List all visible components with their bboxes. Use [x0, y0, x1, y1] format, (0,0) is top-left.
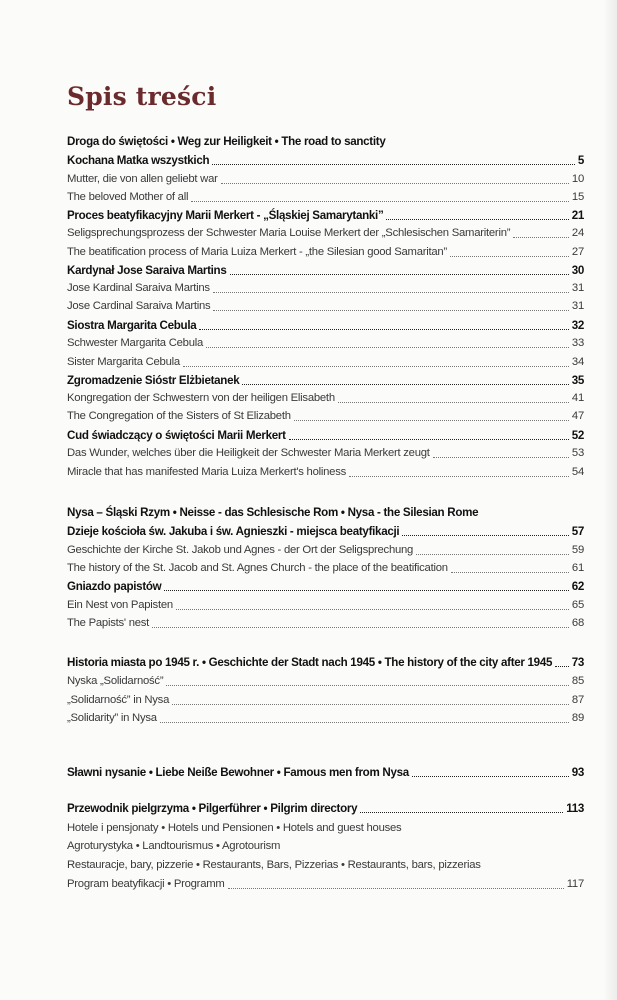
toc-entry[interactable]	[67, 614, 584, 633]
dot-leader	[349, 475, 569, 477]
dot-leader	[213, 309, 568, 311]
page-edge-shadow	[603, 0, 617, 1000]
toc-entry-label: Agroturystyka • Landtourismus • Agrotourism	[67, 840, 281, 852]
toc-page-number: 41	[571, 392, 584, 404]
dot-leader	[172, 703, 569, 705]
toc-entry[interactable]	[67, 261, 584, 280]
toc-entry[interactable]	[67, 188, 584, 207]
dot-leader	[416, 553, 569, 555]
toc-page-number: 73	[571, 656, 584, 669]
toc-entry-label: Jose Cardinal Saraiva Martins	[67, 300, 211, 312]
toc-entry-label: The beloved Mother of all	[67, 191, 189, 203]
toc-entry[interactable]	[67, 709, 584, 728]
toc-entry-label: „Solidarity” in Nysa	[67, 712, 157, 724]
dot-leader	[183, 365, 569, 367]
toc-entry[interactable]	[67, 522, 584, 541]
toc-entry[interactable]	[67, 875, 584, 894]
dot-leader	[221, 182, 569, 184]
toc-entry-label: Mutter, die von allen geliebt war	[67, 173, 218, 185]
toc-entry-label: Seligsprechungsprozess der Schwester Maria Louise Merkert der „Schlesischen Samariterin”	[67, 227, 511, 239]
toc-entry[interactable]	[67, 691, 584, 710]
toc-page-number: 61	[571, 562, 584, 574]
toc-page-number: 65	[571, 599, 584, 611]
dot-leader	[513, 236, 569, 238]
toc-entry[interactable]	[67, 224, 584, 243]
toc-entry[interactable]	[67, 170, 584, 189]
toc-entry-label: Program beatyfikacji • Programm	[67, 878, 225, 890]
toc-entry[interactable]	[67, 151, 584, 170]
section-heading-entry[interactable]	[67, 763, 584, 782]
toc-entry[interactable]	[67, 389, 584, 408]
toc-entry-label: Droga do świętości • Weg zur Heiligkeit • The road to sanctity	[67, 135, 386, 148]
toc-entry-label: Sławni nysanie • Liebe Neiße Bewohner • Famous men from Nysa	[67, 766, 409, 779]
toc-page-number: 89	[571, 712, 584, 724]
toc-page-number: 30	[571, 264, 584, 277]
toc-entry-label: Schwester Margarita Cebula	[67, 337, 204, 349]
dot-leader	[152, 626, 569, 628]
toc-page-number: 35	[571, 374, 584, 387]
toc-entry[interactable]	[67, 672, 584, 691]
toc-entry[interactable]	[67, 426, 584, 445]
toc-entry-label: Historia miasta po 1945 r. • Geschichte der Stadt nach 1945 • The history of the city after 1945	[67, 656, 553, 669]
toc-page-number: 93	[571, 766, 584, 779]
dot-leader	[360, 811, 563, 813]
toc-entry[interactable]	[67, 279, 584, 298]
toc-entry-label: Jose Kardinal Saraiva Martins	[67, 282, 210, 294]
toc-page-number: 27	[571, 246, 584, 258]
dot-leader	[386, 218, 568, 220]
toc-page-number: 117	[566, 878, 584, 890]
toc-page-number: 31	[571, 300, 584, 312]
toc-page-number: 24	[571, 227, 584, 239]
toc-page-number: 52	[571, 429, 584, 442]
toc-entry-label: Geschichte der Kirche St. Jakob und Agnes - der Ort der Seligsprechung	[67, 544, 414, 556]
toc-entry-label: Nyska „Solidarność”	[67, 675, 164, 687]
dot-leader	[402, 534, 568, 536]
toc-entry-label: Siostra Margarita Cebula	[67, 319, 197, 332]
toc-entry-label: Kongregation der Schwestern von der heiligen Elisabeth	[67, 392, 335, 404]
toc-page-number: 53	[571, 447, 584, 459]
dot-leader	[164, 589, 568, 591]
toc-page-number: 32	[571, 319, 584, 332]
dot-leader	[433, 456, 569, 458]
toc-entry-label: Das Wunder, welches über die Heiligkeit der Schwester Maria Merkert zeugt	[67, 447, 430, 459]
toc-entry[interactable]	[67, 297, 584, 316]
toc-entry-label: Zgromadzenie Sióstr Elżbietanek	[67, 374, 240, 387]
toc-entry-label: The history of the St. Jacob and St. Agnes Church - the place of the beatification	[67, 562, 448, 574]
toc-entry[interactable]	[67, 206, 584, 225]
toc-entry[interactable]	[67, 559, 584, 578]
toc-page-number: 59	[571, 544, 584, 556]
toc-page-number: 54	[571, 466, 584, 478]
toc-page-number: 87	[571, 694, 584, 706]
section-heading[interactable]	[67, 503, 584, 522]
dot-leader	[451, 571, 569, 573]
dot-leader	[206, 346, 569, 348]
dot-leader	[160, 721, 569, 723]
toc-page-number: 31	[571, 282, 584, 294]
toc-entry[interactable]	[67, 837, 584, 856]
toc-entry-label: Kochana Matka wszystkich	[67, 154, 210, 167]
dot-leader	[228, 887, 564, 889]
toc-entry-label: Proces beatyfikacyjny Marii Merkert - „Śląskiej Samarytanki”	[67, 209, 384, 222]
toc-entry-label: Kardynał Jose Saraiva Martins	[67, 264, 227, 277]
dot-leader	[294, 419, 569, 421]
dot-leader	[191, 200, 569, 202]
toc-entry-label: The Papists' nest	[67, 617, 150, 629]
toc-entry[interactable]	[67, 856, 584, 875]
toc-entry-label: Cud świadczący o świętości Marii Merkert	[67, 429, 286, 442]
toc-entry-label: Ein Nest von Papisten	[67, 599, 173, 611]
toc-entry-label: Hotele i pensjonaty • Hotels und Pensionen • Hotels and guest houses	[67, 822, 402, 834]
toc-page-number: 5	[577, 154, 584, 167]
toc-page-number: 21	[571, 209, 584, 222]
toc-entry-label: Restauracje, bary, pizzerie • Restaurants, Bars, Pizzerias • Restaurants, bars, pizzerias	[67, 859, 481, 871]
dot-leader	[213, 291, 569, 293]
dot-leader	[289, 438, 569, 440]
section-heading-entry[interactable]	[67, 653, 584, 672]
toc-entry-label: Gniazdo papistów	[67, 580, 162, 593]
dot-leader	[199, 328, 568, 330]
toc-entry[interactable]	[67, 463, 584, 482]
toc-page-number: 68	[571, 617, 584, 629]
toc-page-number: 57	[571, 525, 584, 538]
toc-entry-label: The beatification process of Maria Luiza Merkert - „the Silesian good Samaritan”	[67, 246, 447, 258]
dot-leader	[230, 273, 569, 275]
toc-entry[interactable]	[67, 596, 584, 615]
dot-leader	[242, 383, 568, 385]
toc-entry-label: Sister Margarita Cebula	[67, 356, 180, 368]
toc-entry[interactable]	[67, 407, 584, 426]
toc-entry-label: Nysa – Śląski Rzym • Neisse - das Schlesische Rom • Nysa - the Silesian Rome	[67, 506, 479, 519]
dot-leader	[412, 775, 569, 777]
toc-entry[interactable]	[67, 371, 584, 390]
dot-leader	[450, 255, 569, 257]
toc-entry-label: „Solidarność” in Nysa	[67, 694, 170, 706]
toc-entry[interactable]	[67, 243, 584, 262]
toc-page-number: 62	[571, 580, 584, 593]
dot-leader	[212, 163, 575, 165]
dot-leader	[338, 401, 569, 403]
toc-page-number: 34	[571, 356, 584, 368]
toc-entry-label: Miracle that has manifested Maria Luiza Merkert's holiness	[67, 466, 346, 478]
toc-page-number: 85	[571, 675, 584, 687]
toc-entry[interactable]	[67, 334, 584, 353]
dot-leader	[176, 608, 569, 610]
toc-entry-label: The Congregation of the Sisters of St Elizabeth	[67, 410, 291, 422]
toc-page-number: 15	[571, 191, 584, 203]
toc-page-number: 113	[566, 802, 584, 815]
toc-page-number: 33	[571, 337, 584, 349]
section-heading-entry[interactable]	[67, 799, 584, 818]
toc-entry[interactable]	[67, 819, 584, 838]
toc-entry-label: Przewodnik pielgrzyma • Pilgerführer • Pilgrim directory	[67, 802, 358, 815]
dot-leader	[166, 684, 569, 686]
toc-entry[interactable]	[67, 444, 584, 463]
toc-entry[interactable]	[67, 353, 584, 372]
toc-entry[interactable]	[67, 541, 584, 560]
toc-page-number: 10	[571, 173, 584, 185]
toc-entry[interactable]	[67, 577, 584, 596]
toc-entry[interactable]	[67, 316, 584, 335]
section-heading[interactable]	[67, 132, 584, 151]
dot-leader	[555, 665, 569, 667]
toc-entry-label: Dzieje kościoła św. Jakuba i św. Agnieszki - miejsca beatyfikacji	[67, 525, 400, 538]
toc-page-number: 47	[571, 410, 584, 422]
page-title: Spis treści	[67, 82, 217, 111]
